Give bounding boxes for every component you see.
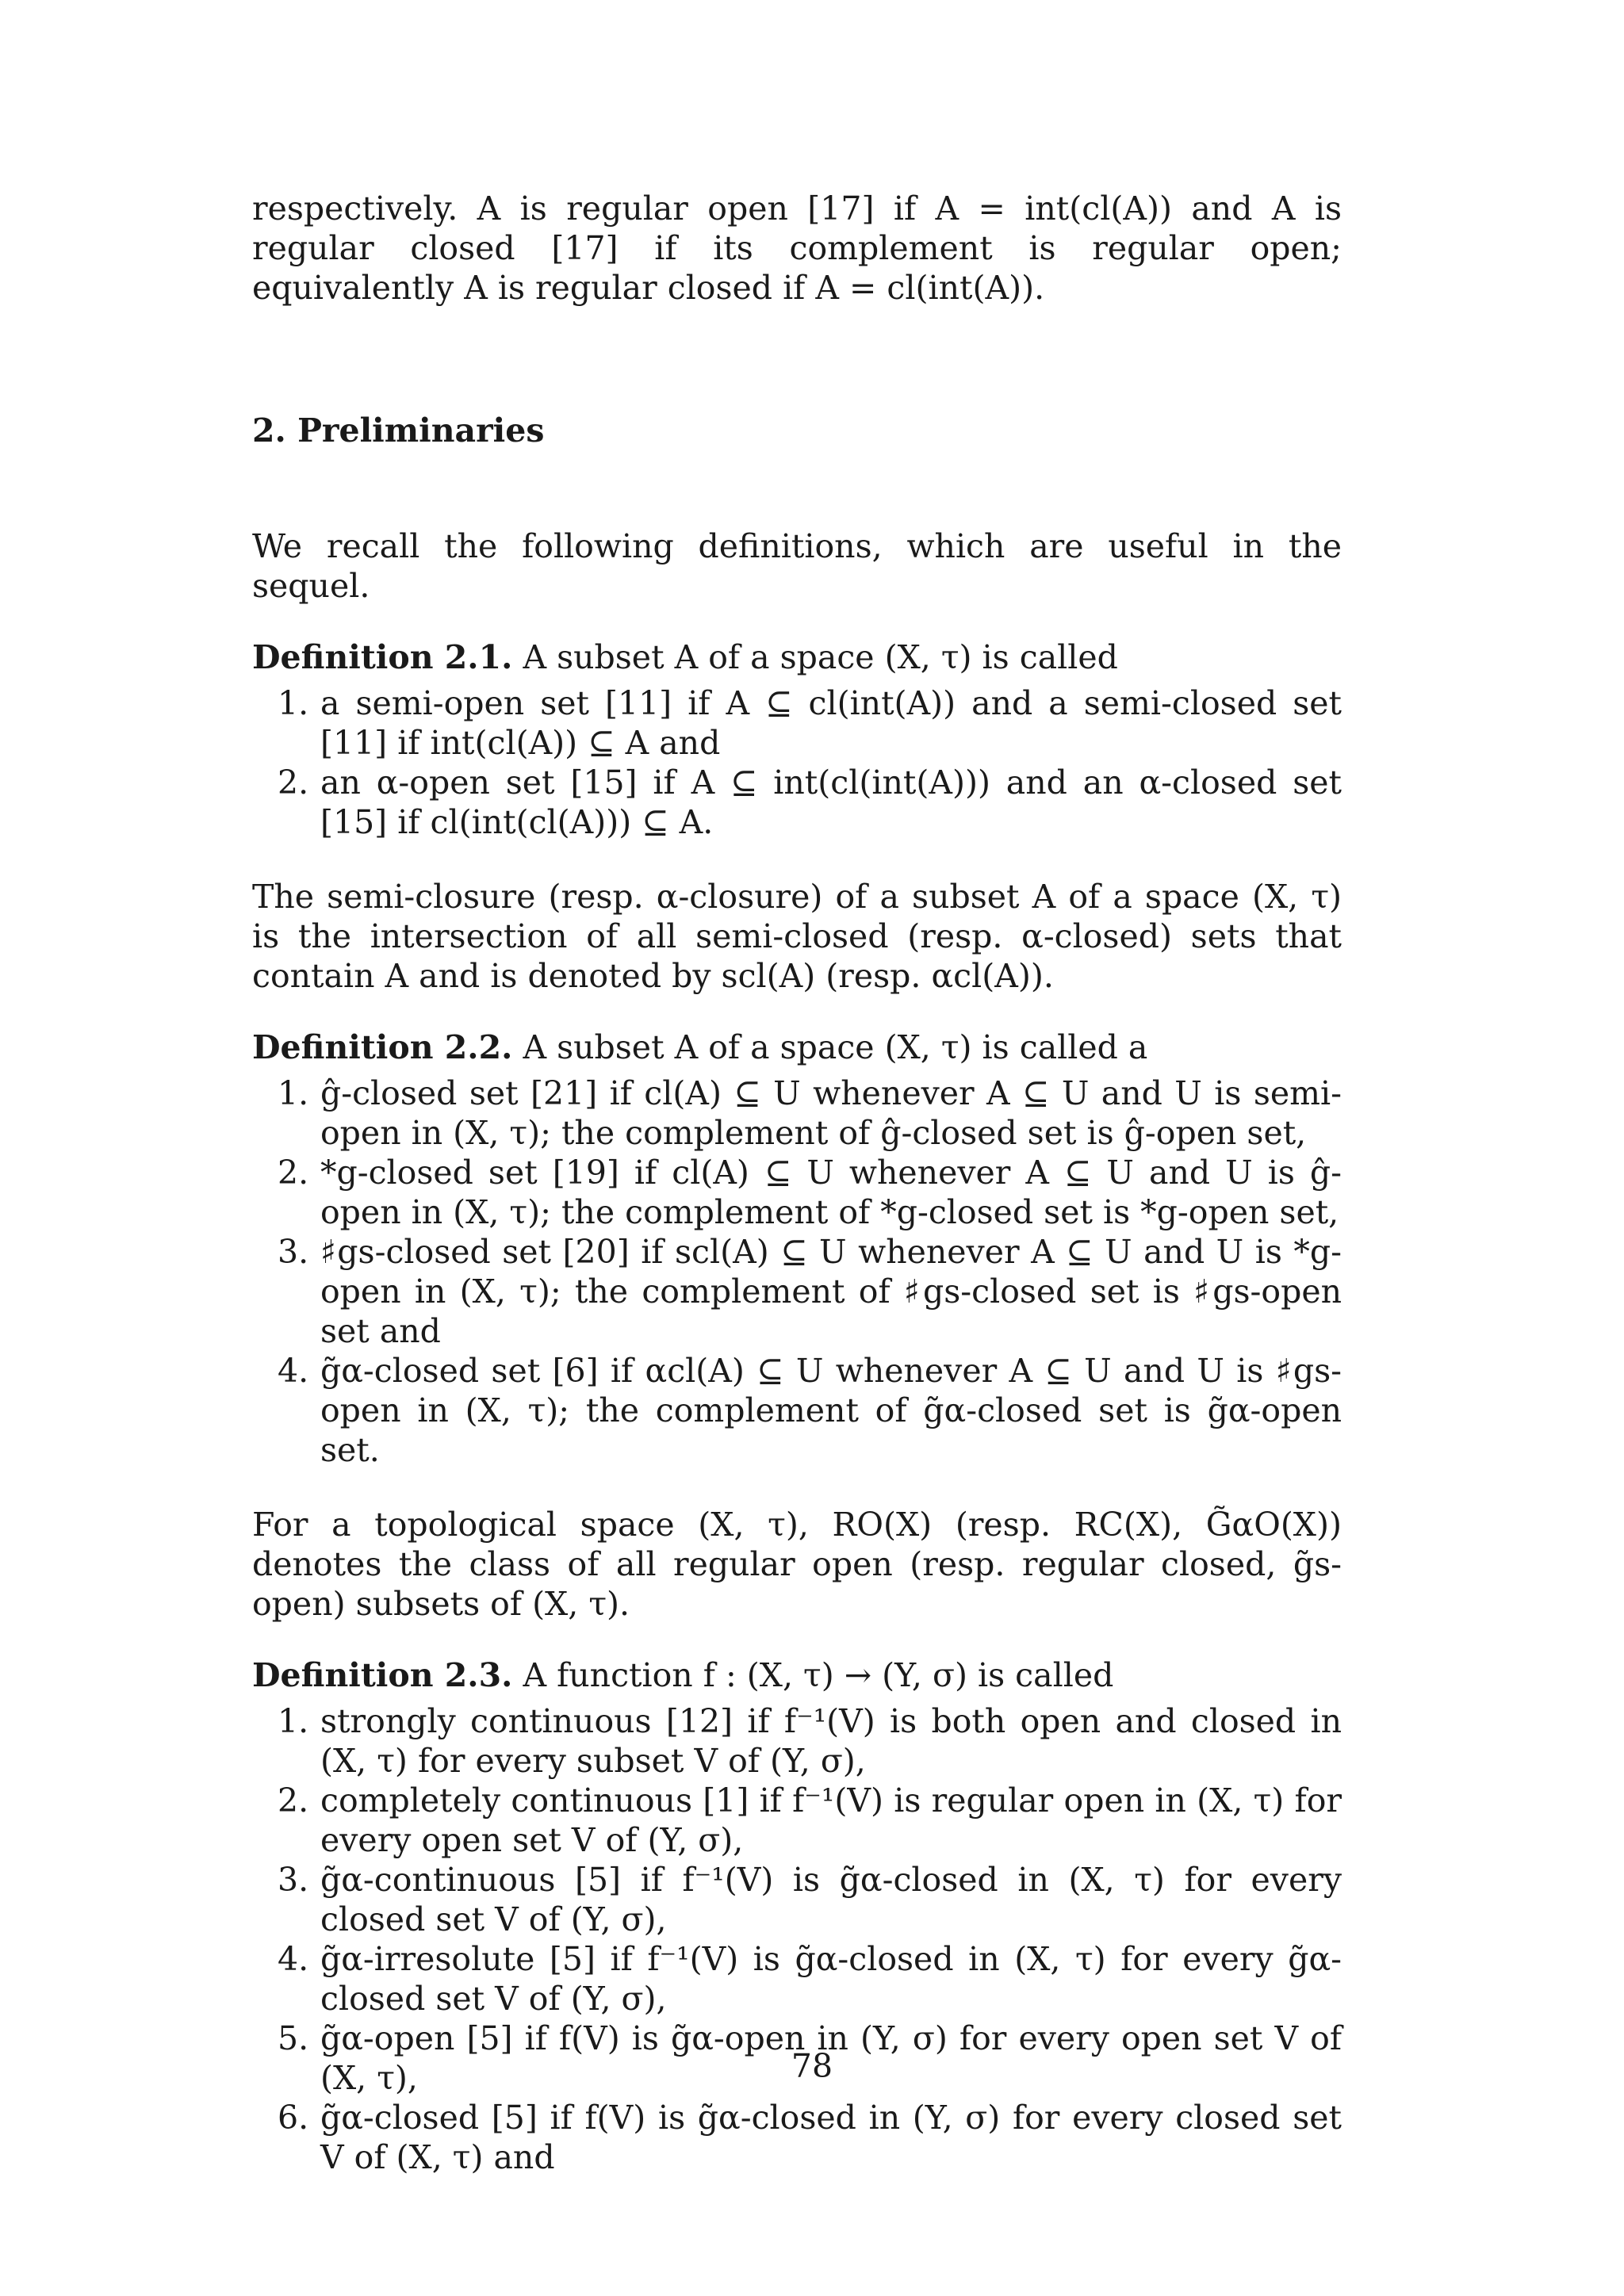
recall-sentence: We recall the following definitions, which are useful in the sequel.	[252, 527, 1342, 605]
page-number: 78	[791, 2047, 833, 2085]
list-item	[252, 1860, 1342, 1939]
list-item	[252, 1153, 1342, 1232]
item-number: 1.	[278, 684, 309, 722]
definition-list	[252, 1701, 1342, 2177]
item-number: 2.	[278, 763, 309, 802]
item-number: 2.	[278, 1781, 309, 1820]
list-item	[252, 2098, 1342, 2177]
definition-lead-text: A subset A of a space (X, τ) is called	[523, 638, 1118, 676]
item-number: 6.	[278, 2099, 309, 2137]
item-text: completely continuous [1] if f⁻¹(V) is regular open in (X, τ) for every open set V of (Y, σ),	[320, 1781, 1342, 1859]
list-item	[252, 683, 1342, 763]
item-text: g̃α-open [5] if f(V) is g̃α-open in (Y, σ) for every open set V of (X, τ),	[320, 2019, 1342, 2097]
definition-lead	[252, 1027, 1342, 1067]
item-text: ĝ-closed set [21] if cl(A) ⊆ U whenever A ⊆ U and U is semi-open in (X, τ); the complement of ĝ-closed set is ĝ-open set,	[320, 1074, 1342, 1152]
definition-label: Definition 2.3.	[252, 1656, 513, 1694]
item-number: 5.	[278, 2019, 309, 2057]
definition-lead	[252, 637, 1342, 677]
list-item	[252, 1781, 1342, 1860]
item-number: 1.	[278, 1074, 309, 1112]
section-heading: 2. Preliminaries	[252, 411, 545, 450]
semi-closure-paragraph: The semi-closure (resp. α-closure) of a subset A of a space (X, τ) is the intersection of all semi-closed (resp. α-closed) sets that contain A and is denoted by scl(A) (resp. αcl(A)).	[252, 878, 1342, 995]
list-item	[252, 763, 1342, 842]
item-number: 1.	[278, 1702, 309, 1740]
definition-2-2	[252, 1027, 1342, 1470]
item-number: 3.	[278, 1861, 309, 1899]
item-number: 4.	[278, 1352, 309, 1390]
list-item	[252, 1232, 1342, 1351]
item-text: *g-closed set [19] if cl(A) ⊆ U whenever A ⊆ U and U is ĝ-open in (X, τ); the complement of *g-closed set is *g-open set,	[320, 1154, 1342, 1231]
definition-2-1	[252, 637, 1342, 842]
definition-list	[252, 1073, 1342, 1470]
page-body	[252, 181, 1342, 2177]
list-item	[252, 1351, 1342, 1470]
item-number: 4.	[278, 1940, 309, 1978]
item-number: 2.	[278, 1154, 309, 1192]
list-item	[252, 1073, 1342, 1153]
definition-lead-text: A subset A of a space (X, τ) is called a	[523, 1028, 1148, 1066]
item-text: g̃α-irresolute [5] if f⁻¹(V) is g̃α-closed in (X, τ) for every g̃α-closed set V of (Y, σ),	[320, 1940, 1342, 2018]
list-item	[252, 1701, 1342, 1781]
definition-label: Definition 2.1.	[252, 638, 513, 676]
item-text: g̃α-continuous [5] if f⁻¹(V) is g̃α-closed in (X, τ) for every closed set V of (Y, σ),	[320, 1861, 1342, 1938]
topological-space-paragraph: For a topological space (X, τ), RO(X) (resp. RC(X), G̃αO(X)) denotes the class of all regular open (resp. regular closed, g̃s-open) subsets of (X, τ).	[252, 1506, 1342, 1623]
definition-label: Definition 2.2.	[252, 1028, 513, 1066]
item-text: strongly continuous [12] if f⁻¹(V) is both open and closed in (X, τ) for every subset V of (Y, σ),	[320, 1702, 1342, 1780]
item-text: a semi-open set [11] if A ⊆ cl(int(A)) and a semi-closed set [11] if int(cl(A)) ⊆ A and	[320, 684, 1342, 762]
definition-list	[252, 683, 1342, 842]
definition-lead	[252, 1655, 1342, 1695]
definition-2-3	[252, 1655, 1342, 2177]
item-text: ♯gs-closed set [20] if scl(A) ⊆ U whenever A ⊆ U and U is *g-open in (X, τ); the complement of ♯gs-closed set is ♯gs-open set and	[320, 1233, 1342, 1350]
item-text: an α-open set [15] if A ⊆ int(cl(int(A))) and an α-closed set [15] if cl(int(cl(A))) ⊆ A.	[320, 763, 1342, 841]
item-text: g̃α-closed set [6] if αcl(A) ⊆ U whenever A ⊆ U and U is ♯gs-open in (X, τ); the complement of g̃α-closed set is g̃α-open set.	[320, 1352, 1342, 1469]
intro-paragraph: respectively. A is regular open [17] if A = int(cl(A)) and A is regular closed [17] if its complement is regular open; equivalently A is regular closed if A = cl(int(A)).	[252, 189, 1342, 307]
item-text: g̃α-closed [5] if f(V) is g̃α-closed in (Y, σ) for every closed set V of (X, τ) and	[320, 2099, 1342, 2176]
definition-lead-text: A function f : (X, τ) → (Y, σ) is called	[523, 1656, 1114, 1694]
list-item	[252, 1939, 1342, 2019]
item-number: 3.	[278, 1233, 309, 1271]
